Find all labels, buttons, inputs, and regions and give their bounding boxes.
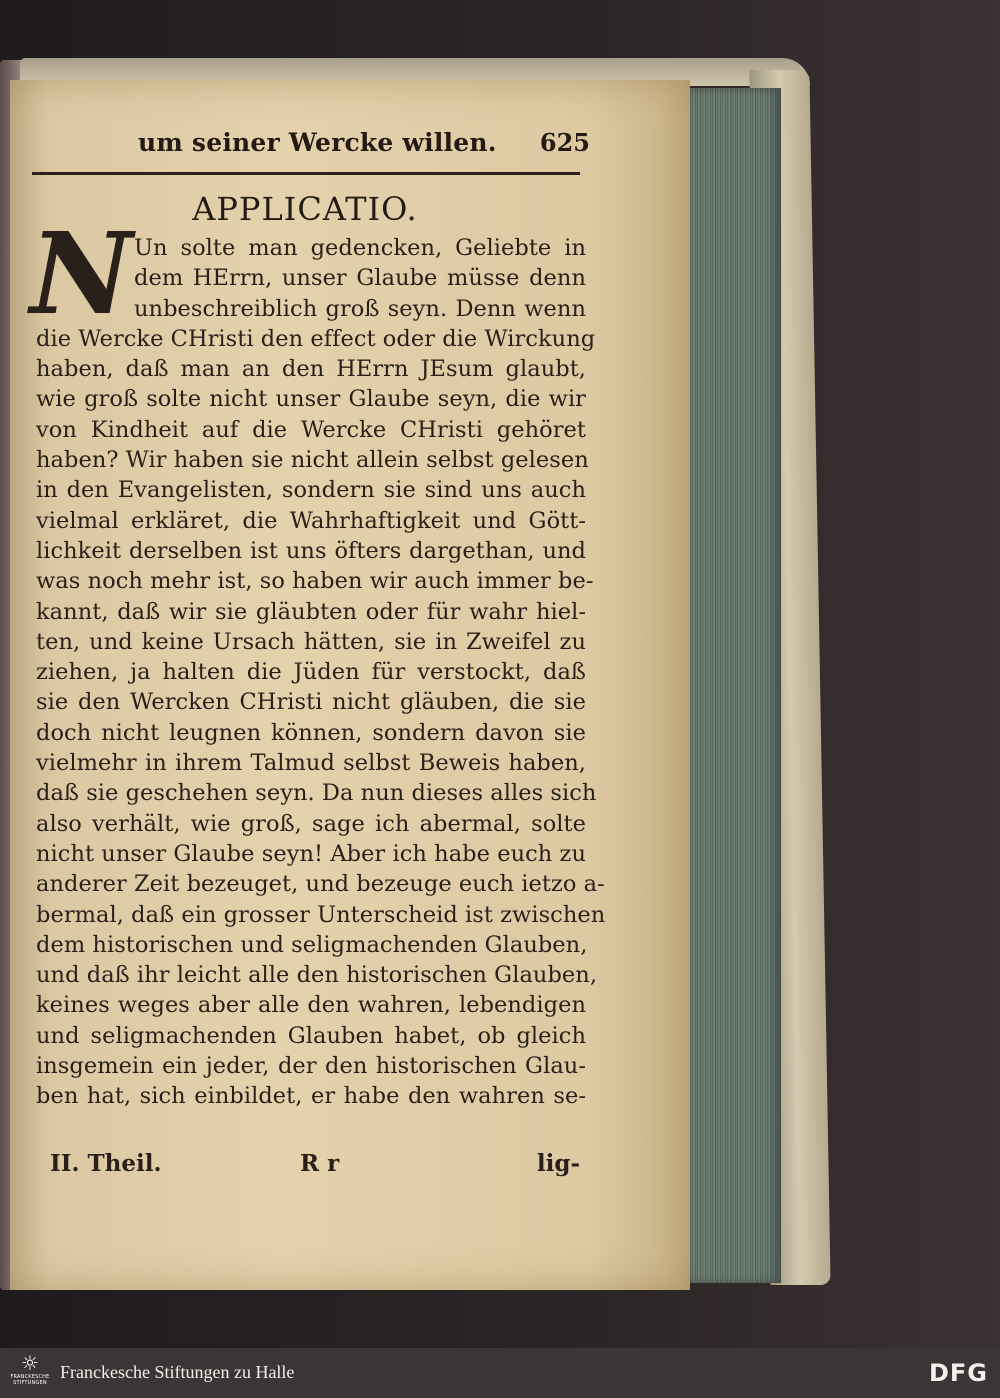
text-line: kannt, daß wir sie gläubten oder für wahr hiel- [36, 598, 586, 625]
viewer-footer-bar [0, 1348, 1000, 1398]
text-line: Un solte man gedencken, Geliebte in [134, 235, 586, 261]
text-line: keines weges aber alle den wahren, lebendigen [36, 992, 586, 1019]
text-line: nicht unser Glaube seyn! Aber ich habe euch zu [36, 840, 586, 867]
text-line: was noch mehr ist, so haben wir auch immer be- [36, 568, 594, 595]
text-line: die Wercke CHristi den effect oder die Wirckung [36, 325, 596, 352]
page-number: 625 [539, 128, 590, 157]
text-line: von Kindheit auf die Wercke CHristi gehöret [36, 416, 586, 443]
sheet-signature: R r [300, 1150, 340, 1177]
volume-signature: II. Theil. [50, 1150, 162, 1177]
logo-wordmark: FRANCKESCHE STIFTUNGEN [10, 1374, 50, 1386]
text-line: anderer Zeit bezeuget, und bezeuge euch ietzo a- [36, 871, 605, 898]
text-line: in den Evangelisten, sondern sie sind uns auch [36, 477, 586, 504]
text-line: ben hat, sich einbildet, er habe den wahren se- [36, 1083, 586, 1110]
text-line: haben? Wir haben sie nicht allein selbst gelesen [36, 447, 589, 474]
text-line: haben, daß man an den HErrn JEsum glaubt, [36, 356, 586, 383]
text-line: sie den Wercken CHristi nicht gläuben, die sie [36, 689, 586, 716]
text-line: doch nicht leugnen können, sondern davon sie [36, 719, 586, 746]
page-footer [50, 1150, 580, 1184]
text-line: wie groß solte nicht unser Glaube seyn, die wir [36, 386, 586, 413]
text-line: unbeschreiblich groß seyn. Denn wenn [134, 295, 586, 322]
header-rule [32, 172, 580, 175]
dfg-logo[interactable]: DFG [928, 1359, 988, 1387]
text-line: insgemein ein jeder, der den historischen Glau- [36, 1053, 586, 1080]
franckesche-stiftungen-logo[interactable] [10, 1352, 50, 1394]
section-title: APPLICATIO. [192, 190, 418, 228]
drop-capital: N [30, 209, 133, 340]
text-line: bermal, daß ein grosser Unterscheid ist zwischen [36, 901, 606, 928]
text-line: ten, und keine Ursach hätten, sie in Zweifel zu [36, 628, 586, 655]
text-line: vielmehr in ihrem Talmud selbst Beweis haben, [36, 750, 586, 777]
page-header [30, 128, 590, 168]
text-line: daß sie geschehen seyn. Da nun dieses alles sich [36, 780, 597, 807]
running-head: um seiner Wercke willen. [138, 128, 497, 157]
text-line: dem historischen und seligmachenden Glauben, [36, 931, 588, 958]
catchword: lig- [536, 1150, 580, 1177]
institution-name[interactable]: Franckesche Stiftungen zu Halle [60, 1362, 295, 1382]
text-line: dem HErrn, unser Glaube müsse denn [134, 265, 586, 292]
body-text [36, 233, 606, 1112]
text-line: und seligmachenden Glauben habet, ob gleich [36, 1022, 586, 1049]
text-line: und daß ihr leicht alle den historischen Glauben, [36, 962, 598, 989]
text-line: vielmal erkläret, die Wahrhaftigkeit und Gött- [36, 507, 586, 534]
eagle-sun-icon: ☼ [21, 1351, 39, 1375]
text-line: ziehen, ja halten die Jüden für verstockt, daß [36, 659, 586, 686]
text-line: also verhält, wie groß, sage ich abermal, solte [36, 810, 586, 837]
text-line: lichkeit derselben ist uns öfters dargethan, und [36, 537, 586, 564]
